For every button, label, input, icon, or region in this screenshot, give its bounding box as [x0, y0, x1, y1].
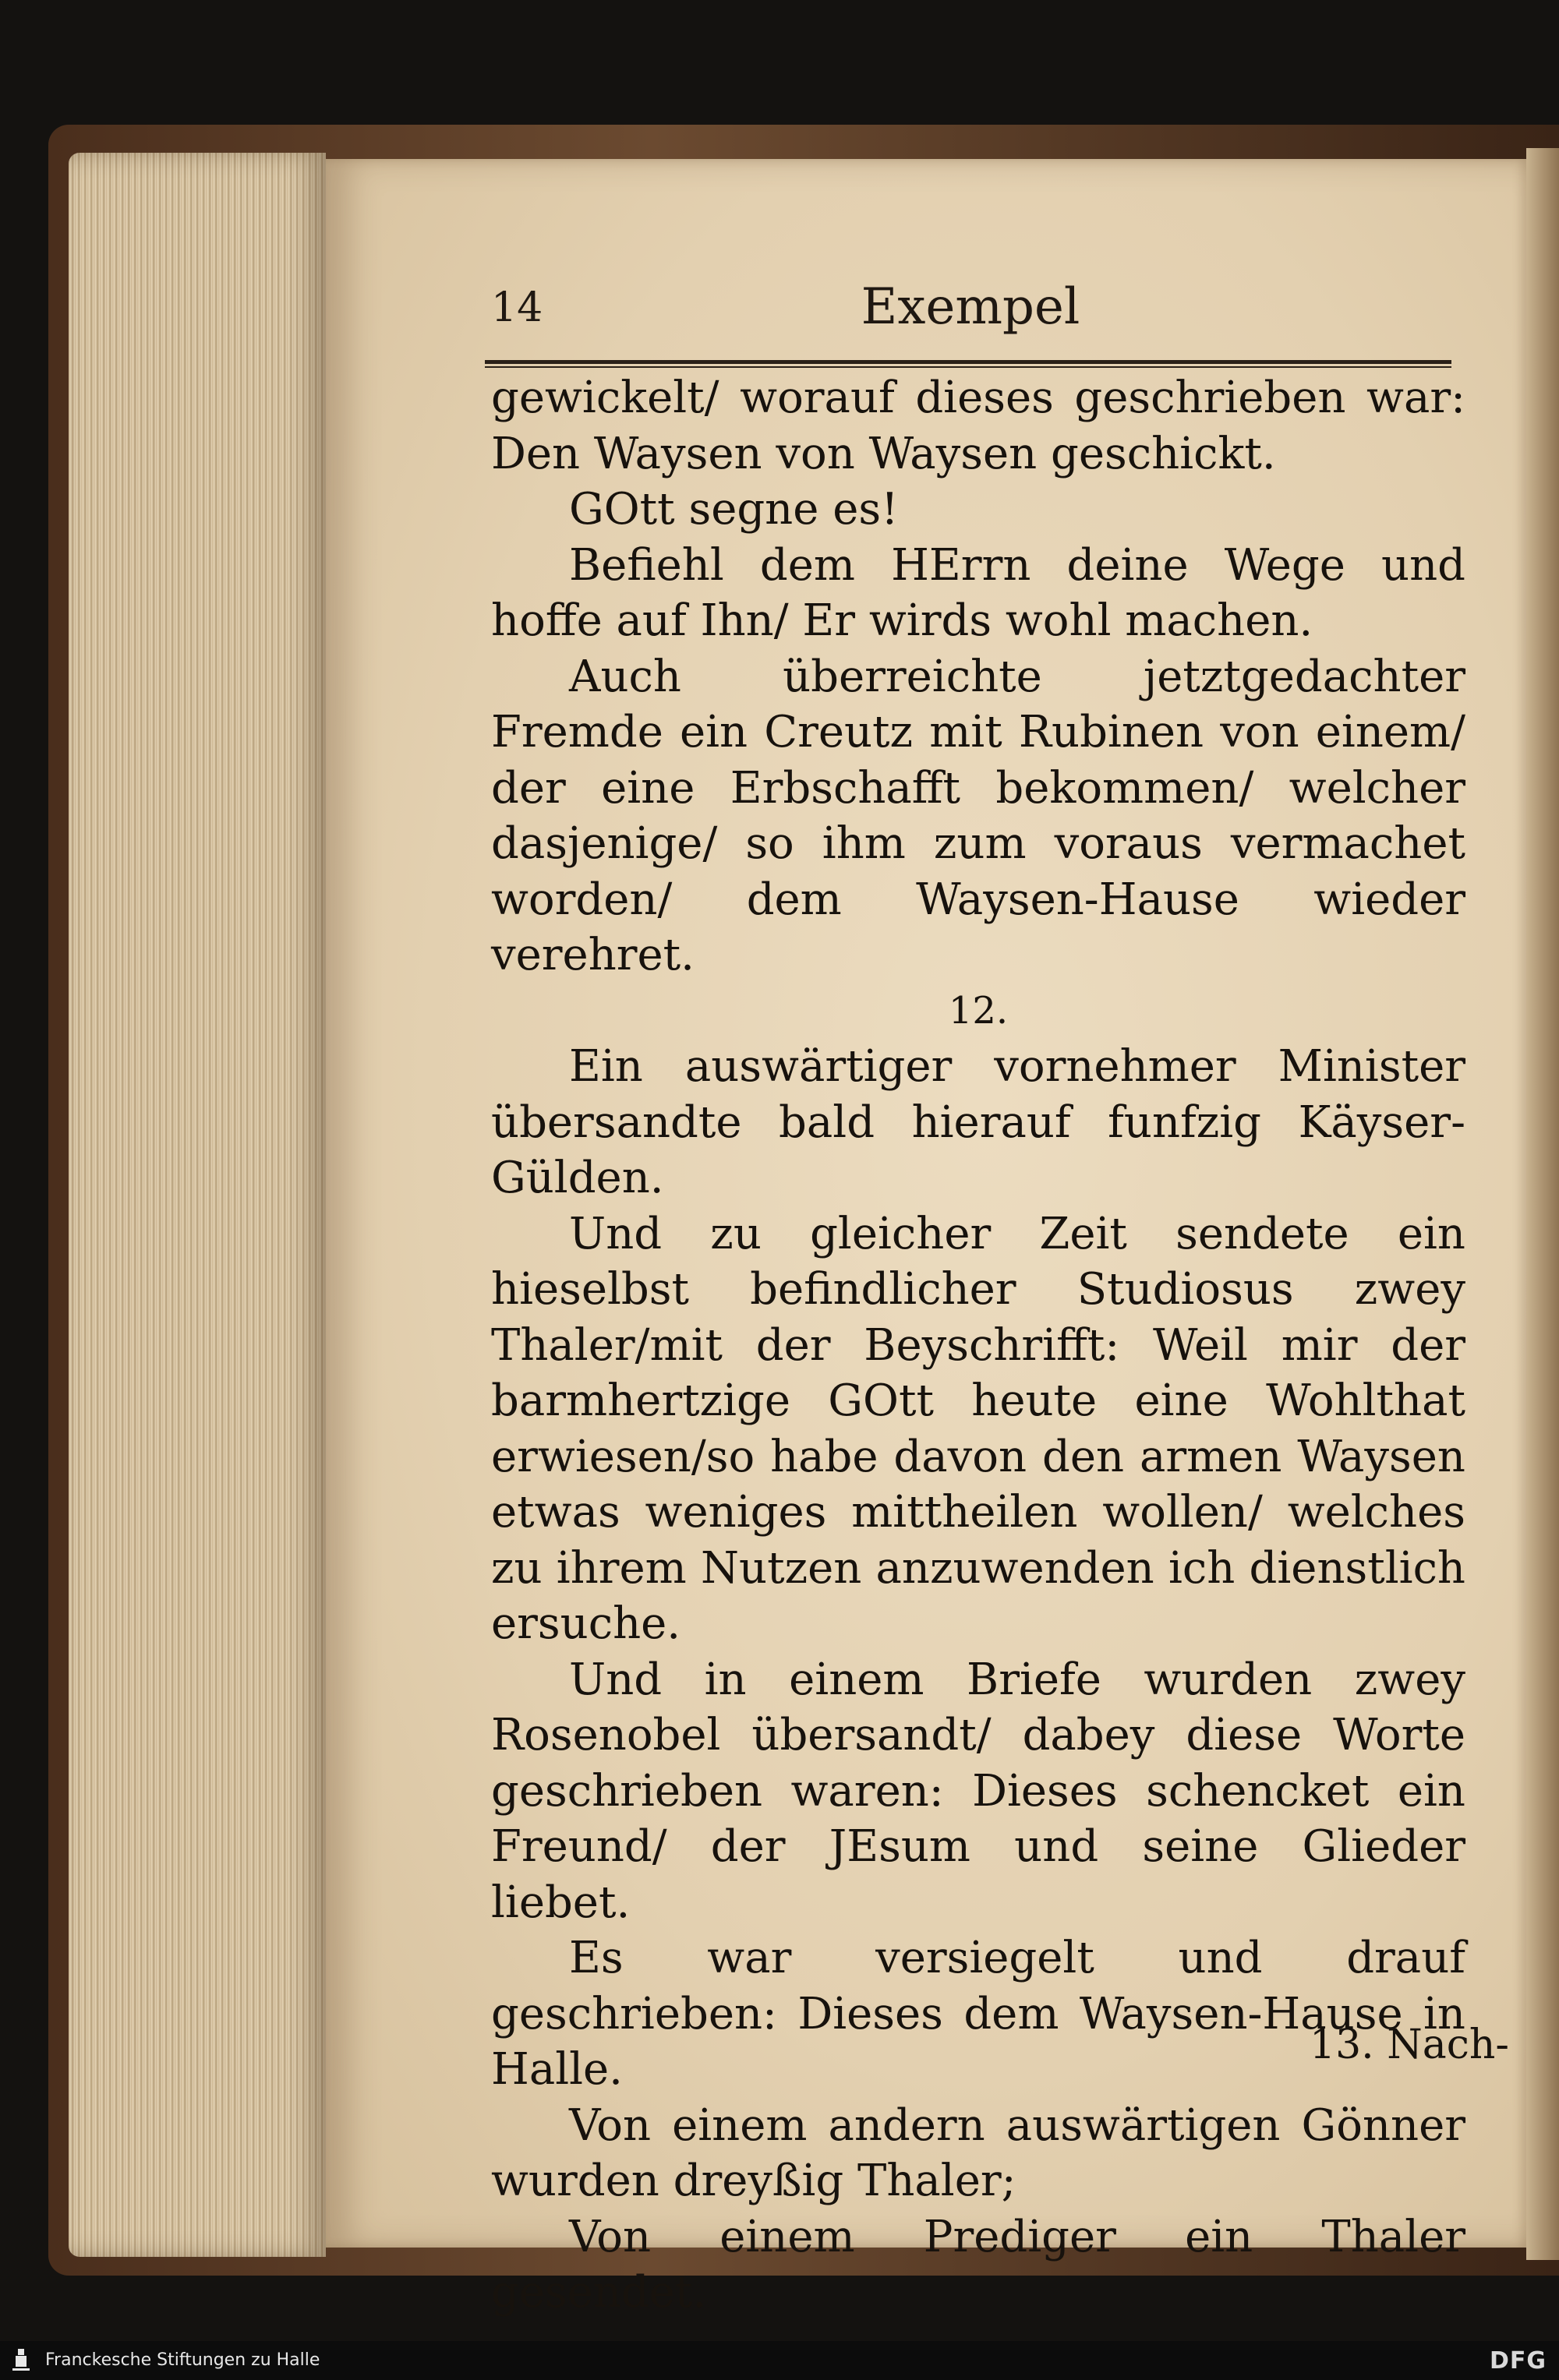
paragraph: Auch überreichte jetztgedachter Fremde ein Creutz mit Rubinen von einem/ der eine Erbschafft bekommen/ welcher dasjenige/ so ihm zum voraus vermachet worden/ dem Waysen-Hause wieder verehret.	[491, 651, 1465, 980]
dfg-logo: DFG	[1489, 2347, 1547, 2375]
page-header	[491, 269, 1450, 355]
section-number: 12.	[948, 988, 1009, 1033]
paragraph: Und zu gleicher Zeit sendete ein hieselbst befindlicher Studiosus zwey Thaler/mit der Beyschrifft: Weil mir der barmhertzige GOtt heute eine Wohlthat erwiesen/so habe davon den armen Waysen etwas weniges mittheilen wollen/ welches zu ihrem Nutzen anzuwenden ich dienstlich ersuche.	[491, 1208, 1465, 1649]
facing-page-edge	[1526, 148, 1559, 2260]
paragraph: GOtt segne es!	[569, 484, 899, 535]
paragraph: gewickelt/ worauf dieses geschrieben war: Den Waysen von Waysen geschickt.	[491, 373, 1465, 479]
catchword: 13. Nach-	[1310, 2022, 1509, 2068]
paragraph: Es war versiegelt und drauf geschrieben: Dieses dem Waysen-Hause in Halle.	[491, 1933, 1465, 2095]
page-number: 14	[491, 284, 543, 331]
paragraph: Und in einem Briefe wurden zwey Rosenobel übersandt/ dabey diese Worte geschrieben waren: Dieses schencket ein Freund/ der JEsum und seine Glieder liebet.	[491, 1654, 1465, 1928]
paragraph: Befiehl dem HErrn deine Wege und hoffe auf Ihn/ Er wirds wohl machen.	[491, 539, 1465, 646]
institution-name: Franckesche Stiftungen zu Halle	[45, 2350, 320, 2370]
running-title: Exempel	[861, 278, 1080, 336]
page-edges	[69, 153, 326, 2257]
viewer-footer	[0, 2341, 1559, 2380]
institution-emblem-icon	[11, 2347, 31, 2374]
paragraph: Von einem Prediger ein Thaler gesendet.	[491, 2211, 1465, 2318]
header-rule	[485, 360, 1451, 368]
paragraph: Ein auswärtiger vornehmer Minister übersandte bald hierauf funfzig Käyser-Gülden.	[491, 1041, 1465, 1203]
paragraph: Von einem andern auswärtigen Gönner wurden dreyßig Thaler;	[491, 2099, 1465, 2206]
